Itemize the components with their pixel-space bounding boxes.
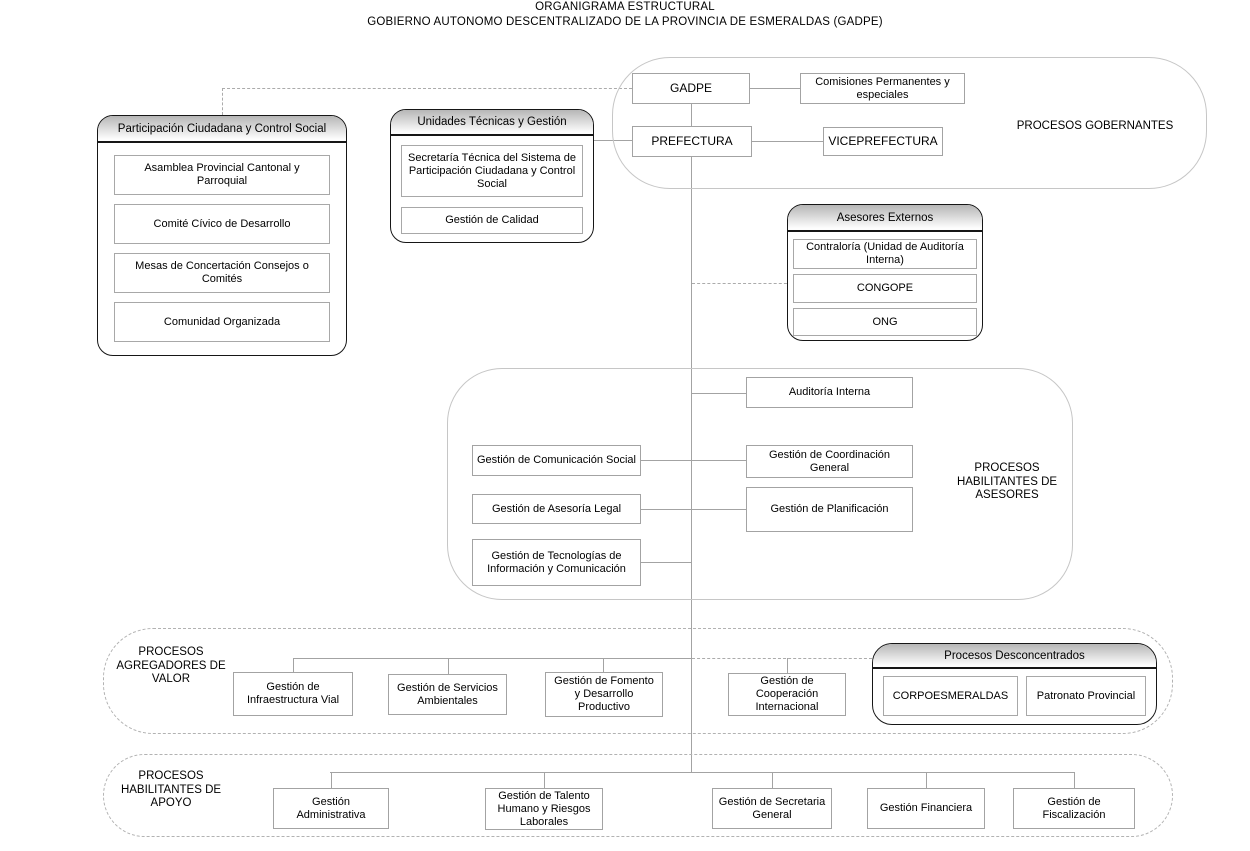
box-prefectura: PREFECTURA xyxy=(632,126,752,157)
box-secretaria-tecnica: Secretaría Técnica del Sistema de Participación Ciudadana y Control Social xyxy=(401,145,583,197)
box-patronato-provincial: Patronato Provincial xyxy=(1026,676,1146,716)
box-contraloria: Contraloría (Unidad de Auditoría Interna) xyxy=(793,239,977,269)
box-asamblea-provincial: Asamblea Provincial Cantonal y Parroquial xyxy=(114,155,330,195)
box-gestion-calidad: Gestión de Calidad xyxy=(401,207,583,234)
box-gestion-fiscalizacion: Gestión de Fiscalización xyxy=(1013,788,1135,829)
box-talento-humano: Gestión de Talento Humano y Riesgos Laborales xyxy=(485,788,603,830)
box-cooperacion-internacional: Gestión de Cooperación Internacional xyxy=(728,673,846,716)
box-gestion-administrativa: Gestión Administrativa xyxy=(273,788,389,829)
box-secretaria-general: Gestión de Secretaria General xyxy=(712,788,832,829)
page-title xyxy=(0,0,1250,30)
box-comisiones: Comisiones Permanentes y especiales xyxy=(800,73,965,104)
box-tecnologias-informacion: Gestión de Tecnologías de Información y Comunicación xyxy=(472,539,641,586)
panel-unidades-tecnicas xyxy=(390,109,594,243)
box-gadpe: GADPE xyxy=(632,73,750,104)
box-planificacion: Gestión de Planificación xyxy=(746,487,913,532)
zone-label-agregadores-valor: PROCESOS AGREGADORES DE VALOR xyxy=(116,646,226,685)
connector-dashed-asesores-externos xyxy=(692,283,792,284)
box-comite-civico: Comité Cívico de Desarrollo xyxy=(114,204,330,244)
panel-asesores-externos-header: Asesores Externos xyxy=(788,205,982,232)
box-servicios-ambientales: Gestión de Servicios Ambientales xyxy=(388,674,507,715)
title-line-2: GOBIERNO AUTONOMO DESCENTRALIZADO DE LA PROVINCIA DE ESMERALDAS (GADPE) xyxy=(367,16,883,28)
box-corpoesmeraldas: CORPOESMERALDAS xyxy=(883,676,1018,716)
panel-procesos-desconcentrados xyxy=(872,643,1157,725)
box-asesoria-legal: Gestión de Asesoría Legal xyxy=(472,494,641,524)
connector-dashed-participacion-drop xyxy=(222,88,223,115)
box-comunicacion-social: Gestión de Comunicación Social xyxy=(472,445,641,476)
box-gestion-financiera: Gestión Financiera xyxy=(867,788,985,829)
box-viceprefectura: VICEPREFECTURA xyxy=(823,127,943,156)
panel-desconcentrados-header: Procesos Desconcentrados xyxy=(873,644,1156,669)
box-mesas-concertacion: Mesas de Concertación Consejos o Comités xyxy=(114,253,330,293)
zone-label-procesos-gobernantes: PROCESOS GOBERNANTES xyxy=(1016,120,1174,132)
zone-label-habilitantes-apoyo: PROCESOS HABILITANTES DE APOYO xyxy=(120,770,222,809)
zone-label-habilitantes-asesores: PROCESOS HABILITANTES DE ASESORES xyxy=(956,462,1058,501)
box-coordinacion-general: Gestión de Coordinación General xyxy=(746,445,913,478)
box-fomento-desarrollo: Gestión de Fomento y Desarrollo Productivo xyxy=(545,672,663,717)
connector-dashed-gadpe-participacion xyxy=(222,88,632,89)
box-congope: CONGOPE xyxy=(793,274,977,303)
panel-participacion-header: Participación Ciudadana y Control Social xyxy=(98,116,346,143)
panel-participacion-ciudadana xyxy=(97,115,347,356)
title-line-1: ORGANIGRAMA ESTRUCTURAL xyxy=(535,1,715,13)
box-infraestructura-vial: Gestión de Infraestructura Vial xyxy=(233,672,353,716)
panel-unidades-header: Unidades Técnicas y Gestión xyxy=(391,110,593,136)
box-ong: ONG xyxy=(793,308,977,336)
panel-asesores-externos xyxy=(787,204,983,341)
box-auditoria-interna: Auditoría Interna xyxy=(746,377,913,408)
box-comunidad-organizada: Comunidad Organizada xyxy=(114,302,330,342)
